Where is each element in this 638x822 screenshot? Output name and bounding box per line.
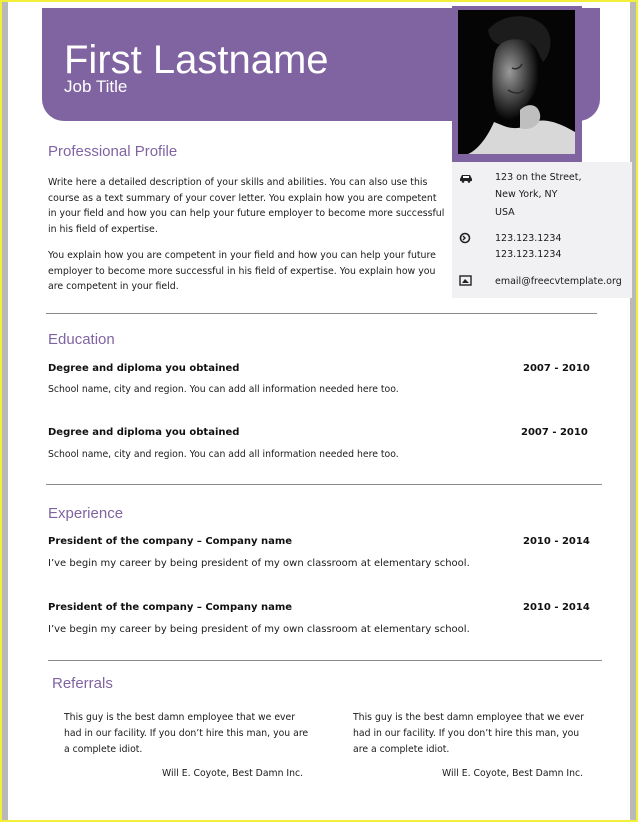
referral-signature: Will E. Coyote, Best Damn Inc.	[162, 768, 304, 779]
referral-signature: Will E. Coyote, Best Damn Inc.	[442, 768, 584, 779]
referrals-heading: Referrals	[52, 675, 113, 692]
experience-entry-date: 2010 - 2014	[523, 602, 590, 613]
experience-heading: Experience	[48, 505, 124, 522]
experience-entry-desc: I’ve begin my career by being president of my own classroom at elementary school.	[48, 624, 470, 635]
education-entry-date: 2007 - 2010	[523, 363, 590, 374]
profile-photo	[458, 10, 575, 154]
phone-2: 123.123.1234	[495, 249, 562, 260]
left-margin-strip	[2, 2, 8, 820]
address-line-3: USA	[495, 207, 515, 218]
address-icon	[459, 171, 473, 183]
education-entry-desc: School name, city and region. You can add all information needed here too.	[48, 384, 399, 395]
phone-1: 123.123.1234	[495, 233, 562, 244]
candidate-name: First Lastname	[64, 38, 329, 82]
experience-entry-title: President of the company – Company name	[48, 536, 293, 547]
email-address[interactable]: email@freecvtemplate.org	[495, 276, 622, 287]
education-entry-title: Degree and diploma you obtained	[48, 427, 240, 438]
profile-heading: Professional Profile	[48, 143, 178, 160]
job-title: Job Title	[64, 77, 128, 96]
experience-entry-desc: I’ve begin my career by being president of my own classroom at elementary school.	[48, 558, 470, 569]
profile-paragraph-1: Write here a detailed description of your skills and abilities. You can also use this course as a text summary of your cover letter. You explain how you are competent in your field and how you can help your future employer to become more successful in his field of expertise.	[48, 177, 445, 235]
profile-paragraph-2: You explain how you are competent in your field and how you can help your future employer to become more successful in his field of expertise. You explain how you are competent in your field.	[48, 250, 436, 292]
address-line-1: 123 on the Street,	[495, 172, 582, 183]
address-line-2: New York, NY	[495, 189, 558, 200]
education-entry-title: Degree and diploma you obtained	[48, 363, 240, 374]
experience-entry-title: President of the company – Company name	[48, 602, 293, 613]
experience-entry-date: 2010 - 2014	[523, 536, 590, 547]
referral-quote: This guy is the best damn employee that we ever had in our facility. If you don’t hire this man, you are a complete idiot.	[64, 712, 309, 755]
section-divider	[46, 484, 602, 485]
email-icon	[459, 275, 473, 287]
section-divider	[46, 313, 597, 314]
referral-quote: This guy is the best damn employee that we ever had in our facility. If you don’t hire this man, you are a complete idiot.	[353, 712, 585, 755]
section-divider	[48, 660, 602, 661]
education-heading: Education	[48, 331, 115, 348]
right-margin-strip	[630, 2, 636, 820]
education-entry-desc: School name, city and region. You can add all information needed here too.	[48, 449, 399, 460]
phone-icon	[459, 232, 473, 244]
education-entry-date: 2007 - 2010	[521, 427, 588, 438]
